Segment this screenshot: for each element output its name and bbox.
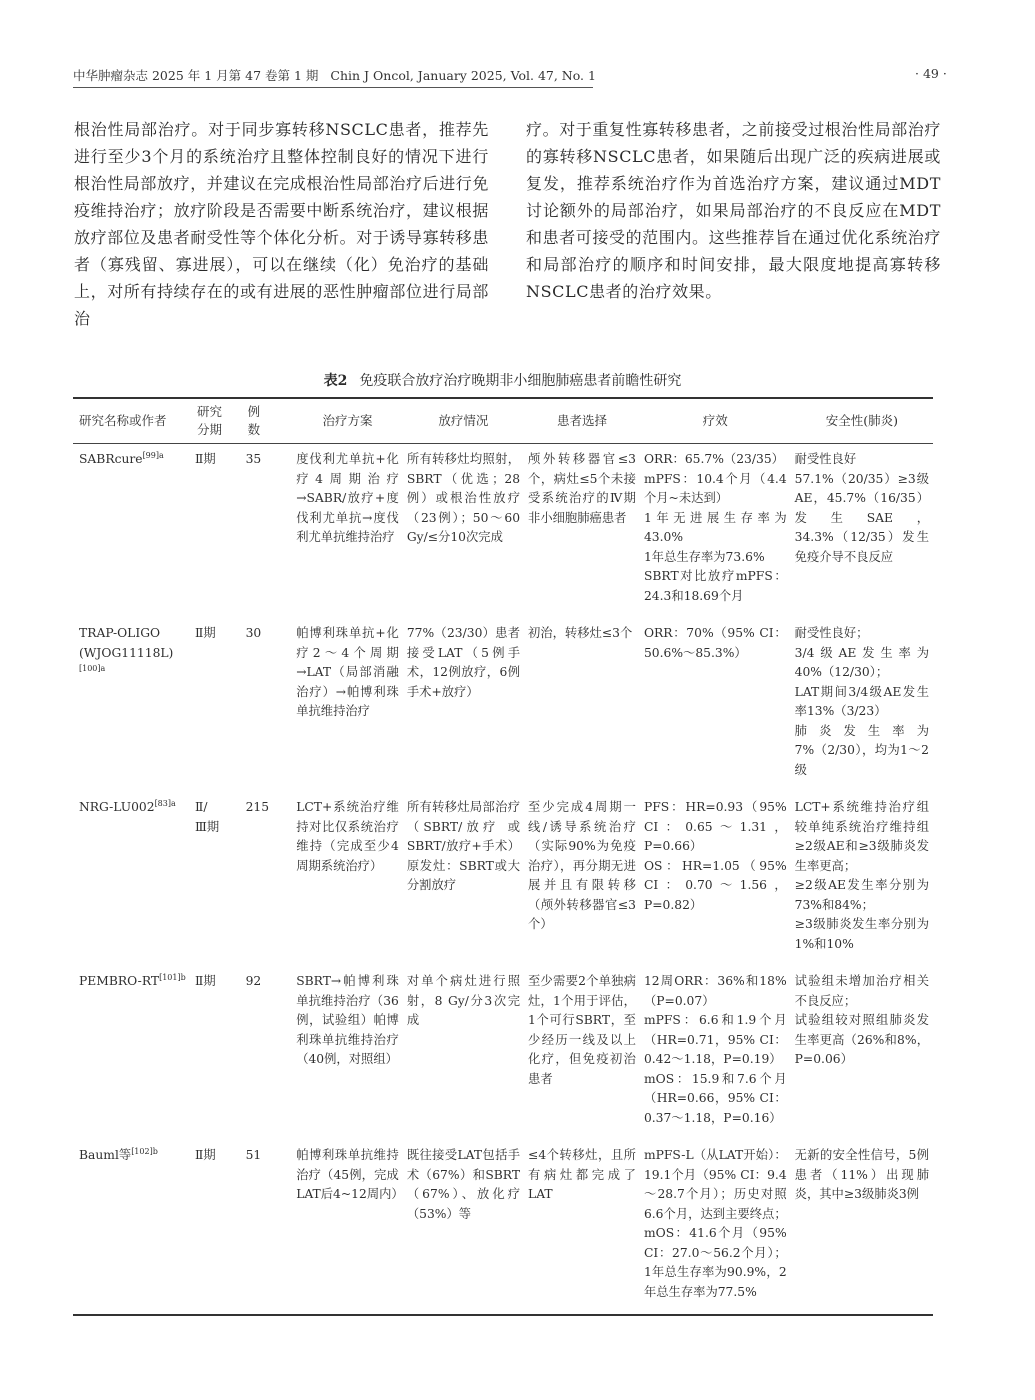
cell-regimen: 帕博利珠单抗维持治疗（45例，完成LAT后4~12周内） (296, 1148, 404, 1201)
cell-cases: 30 (245, 626, 262, 640)
cell-study-name (73, 444, 191, 619)
safety-line: ≥2级AE发生率分别为73%和84%； (794, 878, 929, 912)
cell-safety (791, 1140, 933, 1315)
efficacy-line: 1年无进展生存率为43.0% (643, 510, 787, 544)
safety-line: 57.1%（20/35）≥3级AE，45.7%（16/35）发生SAE，34.3%（12/35）发生免疫介导不良反应 (794, 471, 929, 564)
safety-line: 无新的安全性信号，5例患者（11%）出现肺炎，其中≥3级肺炎3例 (794, 1148, 929, 1201)
header-efficacy: 疗效 (702, 413, 728, 428)
header-selection: 患者选择 (556, 413, 607, 428)
reference-superscript: [101]b (159, 972, 186, 982)
cell-study-name (73, 792, 191, 966)
table-header-row (73, 398, 933, 444)
header-radiotherapy: 放疗情况 (438, 413, 489, 428)
cell-selection: 颅外转移器官≤3个，病灶≤5个未接受系统治疗的Ⅳ期非小细胞肺癌患者 (528, 452, 636, 525)
cell-safety (791, 966, 933, 1140)
efficacy-line: mPFS：6.6和1.9个月（HR=0.71，95% CI：0.42～1.18，P=0.19） (643, 1013, 787, 1066)
cell-regimen: 度伐利尤单抗+化疗4周期治疗→SABR/放疗+度伐利尤单抗→度伐利尤单抗维持治疗 (296, 452, 399, 544)
cell-efficacy (640, 1140, 791, 1315)
cell-cases: 92 (245, 974, 262, 988)
table-row (73, 966, 933, 1140)
efficacy-line: mPFS-L（从LAT开始）：19.1个月（95% CI：9.4～28.7个月）；历史对照6.6个月，达到主要终点；mOS：41.6个月（95% CI：27.0～56.2个月）；1年总生存率为90.9%，2年总生存率为77.5% (643, 1148, 787, 1299)
header-safety: 安全性(肺炎) (825, 413, 898, 428)
page-number: · 49 · (915, 66, 947, 81)
cell-radiotherapy: 所有转移灶均照射，SBRT（优选；28例）或根治性放疗（23例）；50～60 Gy/≤分10次完成 (406, 452, 521, 544)
cell-phase: Ⅱ期 (195, 626, 216, 640)
efficacy-line: PFS：HR=0.93（95% CI：0.65～1.31，P=0.66） (643, 800, 787, 853)
cell-phase: Ⅱ/ Ⅲ期 (195, 800, 220, 834)
cell-selection: 至少需要2个单独病灶，1个用于评估，1个可行SBRT，至少经历一线及以上化疗，但免疫初治患者 (528, 974, 636, 1086)
safety-line: LCT+系统维持治疗组较单纯系统治疗维持组≥2级AE和≥3级肺炎发生率更高； (794, 800, 929, 873)
cell-efficacy (640, 966, 791, 1140)
safety-line: 3/4级AE发生率为40%（12/30）； (794, 645, 929, 679)
cell-efficacy (640, 792, 791, 966)
safety-line: 肺炎发生率为7%（2/30），均为1～2级 (794, 723, 929, 777)
journal-en: Chin J Oncol, January 2025, Vol. 47, No. 1 (330, 68, 596, 83)
table-row (73, 444, 933, 619)
study-name: PEMBRO-RT (79, 974, 160, 988)
cell-study-name (73, 966, 191, 1140)
cell-cases: 35 (245, 452, 262, 466)
cell-cases: 215 (245, 800, 270, 814)
cell-safety (791, 792, 933, 966)
table-row (73, 792, 933, 966)
cell-study-name (73, 1140, 191, 1315)
cell-phase: Ⅱ期 (195, 974, 216, 988)
journal-cn: 中华肿瘤杂志 2025 年 1 月第 47 卷第 1 期 (73, 68, 319, 83)
efficacy-line: 1年总生存率为73.6% (643, 549, 765, 564)
header-study-name: 研究名称或作者 (79, 413, 167, 428)
reference-superscript: [100] (79, 663, 101, 673)
study-name: TRAP-OLIGO (WJOG11118L) (79, 626, 174, 660)
study-name: SABRcure (79, 452, 143, 466)
safety-line: 试验组较对照组肺炎发生率更高（26%和8%，P=0.06） (794, 1013, 929, 1066)
efficacy-line: mPFS：10.4个月（4.4个月~未达到） (643, 471, 787, 505)
cell-radiotherapy: 既往接受LAT包括手术（67%）和SBRT（67%）、放化疗（53%）等 (406, 1148, 521, 1221)
table-row (73, 1140, 933, 1315)
cell-selection: 至少完成4周期一线/诱导系统治疗（实际90%为免疫治疗），再分期无进展并且有限转移（颅外转移器官≤3个） (528, 800, 636, 931)
table-caption (0, 370, 1005, 390)
cell-radiotherapy: 对单个病灶进行照射，8 Gy/分3次完成 (406, 974, 521, 1027)
cell-selection: ≤4个转移灶，且所有病灶都完成了LAT (528, 1148, 636, 1201)
cell-radiotherapy: 所有转移灶局部治疗（SBRT/放疗 或 SBRT/放疗+手术）原发灶：SBRT或大分割放疗 (406, 800, 521, 892)
cell-regimen: LCT+系统治疗维持对比仅系统治疗维持（完成至少4周期系统治疗） (296, 800, 399, 873)
efficacy-line: 12周ORR：36%和18%（P=0.07） (643, 974, 787, 1008)
cell-radiotherapy: 77%（23/30）患者接受LAT（5例手术，12例放疗，6例手术+放疗） (406, 626, 521, 699)
cell-regimen: SBRT→帕博利珠单抗维持治疗（36例，试验组）帕博利珠单抗维持治疗（40例，对照组） (296, 974, 399, 1066)
safety-line: 耐受性良好； (794, 626, 869, 640)
efficacy-line: ORR：70%（95% CI：50.6%～85.3%） (643, 626, 787, 660)
reference-superscript: [99]a (142, 450, 164, 460)
cell-safety (791, 618, 933, 792)
efficacy-line: mOS：15.9和7.6个月（HR=0.66，95% CI：0.37～1.18，P=0.16） (643, 1071, 787, 1125)
reference-superscript: [102]b (131, 1146, 158, 1156)
running-head (73, 66, 596, 88)
efficacy-line: OS：HR=1.05（95% CI：0.70～1.56，P=0.82） (643, 858, 787, 912)
header-regimen: 治疗方案 (322, 413, 373, 428)
studies-table (73, 397, 933, 1316)
header-phase: 研究 分期 (197, 404, 223, 437)
reference-superscript: a (100, 663, 106, 673)
cell-study-name (73, 618, 191, 792)
cell-phase: Ⅱ期 (195, 1148, 216, 1162)
cell-selection: 初治，转移灶≤3个 (528, 626, 633, 640)
safety-line: ≥3级肺炎发生率分别为1%和10% (794, 917, 929, 951)
efficacy-line: SBRT对比放疗mPFS：24.3和18.69个月 (643, 569, 787, 603)
safety-line: LAT期间3/4级AE发生率13%（3/23） (794, 684, 929, 718)
body-paragraph-right: 疗。对于重复性寡转移患者，之前接受过根治性局部治疗的寡转移NSCLC患者，如果随后出现广泛的疾病进展或复发，推荐系统治疗作为首选治疗方案，建议通过MDT讨论额外的局部治疗，如果局部治疗的不良反应在MDT和患者可接受的范围内。这些推荐旨在通过优化系统治疗和局部治疗的顺序和时间安排，最大限度地提高寡转移NSCLC患者的治疗效果。 (526, 120, 942, 301)
study-name: NRG-LU002 (79, 800, 155, 814)
header-cases: 例 数 (247, 404, 261, 437)
efficacy-line: ORR：65.7%（23/35） (643, 452, 784, 466)
table-row (73, 618, 933, 792)
cell-regimen: 帕博利珠单抗+化疗2～4个周期→LAT（局部消融治疗）→帕博利珠单抗维持治疗 (296, 626, 399, 718)
cell-efficacy (640, 618, 791, 792)
body-paragraph-left: 根治性局部治疗。对于同步寡转移NSCLC患者，推荐先进行至少3个月的系统治疗且整体控制良好的情况下进行根治性局部放疗，并建议在完成根治性局部治疗后进行免疫维持治疗；放疗阶段是否需要中断系统治疗，建议根据放疗部位及患者耐受性等个体化分析。对于诱导寡转移患者（寡残留、寡进展），可以在继续（化）免治疗的基础上，对所有持续存在的或有进展的恶性肿瘤部位进行局部治 (74, 120, 490, 328)
table-number: 表2 (323, 373, 348, 389)
reference-superscript: [83]a (154, 798, 176, 808)
safety-line: 试验组未增加治疗相关不良反应； (794, 974, 929, 1008)
study-name: Bauml等 (79, 1148, 132, 1162)
cell-cases: 51 (245, 1148, 262, 1162)
safety-line: 耐受性良好 (794, 452, 857, 466)
table-title: 免疫联合放疗治疗晚期非小细胞肺癌患者前瞻性研究 (359, 373, 682, 389)
cell-efficacy (640, 444, 791, 619)
cell-safety (791, 444, 933, 619)
cell-phase: Ⅱ期 (195, 452, 216, 466)
